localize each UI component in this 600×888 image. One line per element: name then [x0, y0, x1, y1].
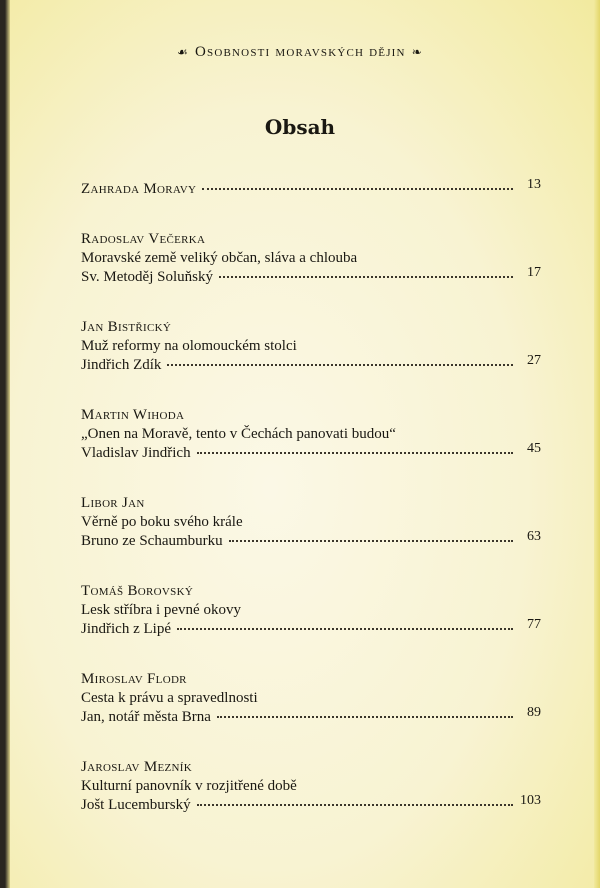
toc-entry-line: [81, 265, 541, 287]
leader-dots: [197, 452, 513, 454]
toc-entry[interactable]: [81, 670, 541, 727]
toc-chapter-title: Věrně po boku svého krále: [81, 514, 243, 530]
toc-entry-line: [81, 705, 541, 727]
toc-chapter-title: Muž reformy na olomouckém stolci: [81, 338, 297, 354]
toc-subject: Vladislav Jindřich: [81, 445, 191, 461]
toc-entry-line: [81, 353, 541, 375]
leader-dots: [219, 276, 513, 278]
toc-chapter-title: Kulturní panovník v rozjitřené době: [81, 778, 297, 794]
toc-page-number: 63: [527, 529, 541, 544]
toc-subject: Sv. Metoděj Soluňský: [81, 269, 213, 285]
ornament-right-icon: ❧: [411, 45, 423, 59]
toc-page-number: 77: [527, 617, 541, 632]
leader-dots: [197, 804, 513, 806]
table-of-contents: [81, 177, 541, 846]
toc-author: Jan Bistřický: [81, 319, 172, 335]
leader-dots: [167, 364, 513, 366]
leader-dots: [217, 716, 513, 718]
toc-entry-line: [81, 617, 541, 639]
toc-entry[interactable]: [81, 582, 541, 639]
toc-chapter-title: „Onen na Moravě, tento v Čechách panovati budou“: [81, 426, 396, 442]
toc-page-number: 45: [527, 441, 541, 456]
toc-page-number: 13: [527, 177, 541, 192]
toc-subject: Bruno ze Schaumburku: [81, 533, 223, 549]
toc-entry-title: Zahrada Moravy: [81, 181, 197, 197]
toc-author: Radoslav Večerka: [81, 231, 206, 247]
toc-chapter-title: Moravské země veliký občan, sláva a chlouba: [81, 250, 358, 266]
toc-entry-line: [81, 441, 541, 463]
toc-author: Jaroslav Mezník: [81, 759, 192, 775]
toc-entry[interactable]: [81, 406, 541, 463]
toc-page-number: 17: [527, 265, 541, 280]
toc-entry[interactable]: [81, 494, 541, 551]
toc-entry-line: [81, 793, 541, 815]
page-title: Obsah: [264, 115, 336, 139]
toc-subject: Jan, notář města Brna: [81, 709, 211, 725]
toc-author: Libor Jan: [81, 495, 145, 511]
toc-page-number: 27: [527, 353, 541, 368]
toc-page-number: 103: [520, 793, 541, 808]
toc-entry[interactable]: [81, 318, 541, 375]
toc-author: Miroslav Flodr: [81, 671, 187, 687]
running-head: [0, 44, 600, 61]
leader-dots: [229, 540, 513, 542]
toc-entry-line: [81, 177, 541, 199]
toc-page-number: 89: [527, 705, 541, 720]
toc-subject: Jošt Lucemburský: [81, 797, 191, 813]
toc-entry-line: [81, 529, 541, 551]
toc-author: Tomáš Borovský: [81, 583, 194, 599]
toc-chapter-title: Lesk stříbra i pevné okovy: [81, 602, 241, 618]
toc-entry[interactable]: [81, 230, 541, 287]
toc-author: Martin Wihoda: [81, 407, 185, 423]
toc-chapter-title: Cesta k právu a spravedlnosti: [81, 690, 258, 706]
leader-dots: [202, 188, 513, 190]
toc-entry[interactable]: [81, 177, 541, 199]
toc-subject: Jindřich z Lipé: [81, 621, 171, 637]
toc-subject: Jindřich Zdík: [81, 357, 162, 373]
running-head-text: Osobnosti moravských dějin: [195, 44, 406, 60]
ornament-left-icon: ☙: [177, 45, 189, 59]
leader-dots: [177, 628, 513, 630]
toc-entry[interactable]: [81, 758, 541, 815]
